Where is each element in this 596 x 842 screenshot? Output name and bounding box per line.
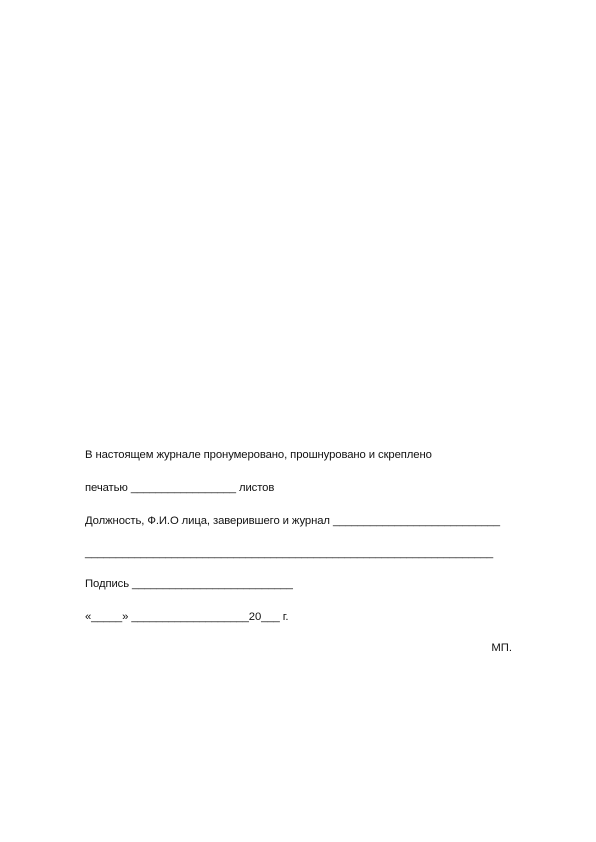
certifier-position-name-line: Должность, Ф.И.О лица, заверившего и журнал ___________________________: [85, 515, 500, 527]
date-line: «_____» ___________________20___ г.: [85, 611, 289, 623]
seal-sheet-count-line: печатью _________________ листов: [85, 482, 275, 494]
signature-line: Подпись __________________________: [85, 578, 293, 590]
certification-statement: В настоящем журнале пронумеровано, прошнуровано и скреплено: [85, 449, 432, 461]
certifier-continuation-line: __________________________________________________________________: [85, 547, 494, 559]
seal-place-label: МП.: [491, 642, 512, 654]
